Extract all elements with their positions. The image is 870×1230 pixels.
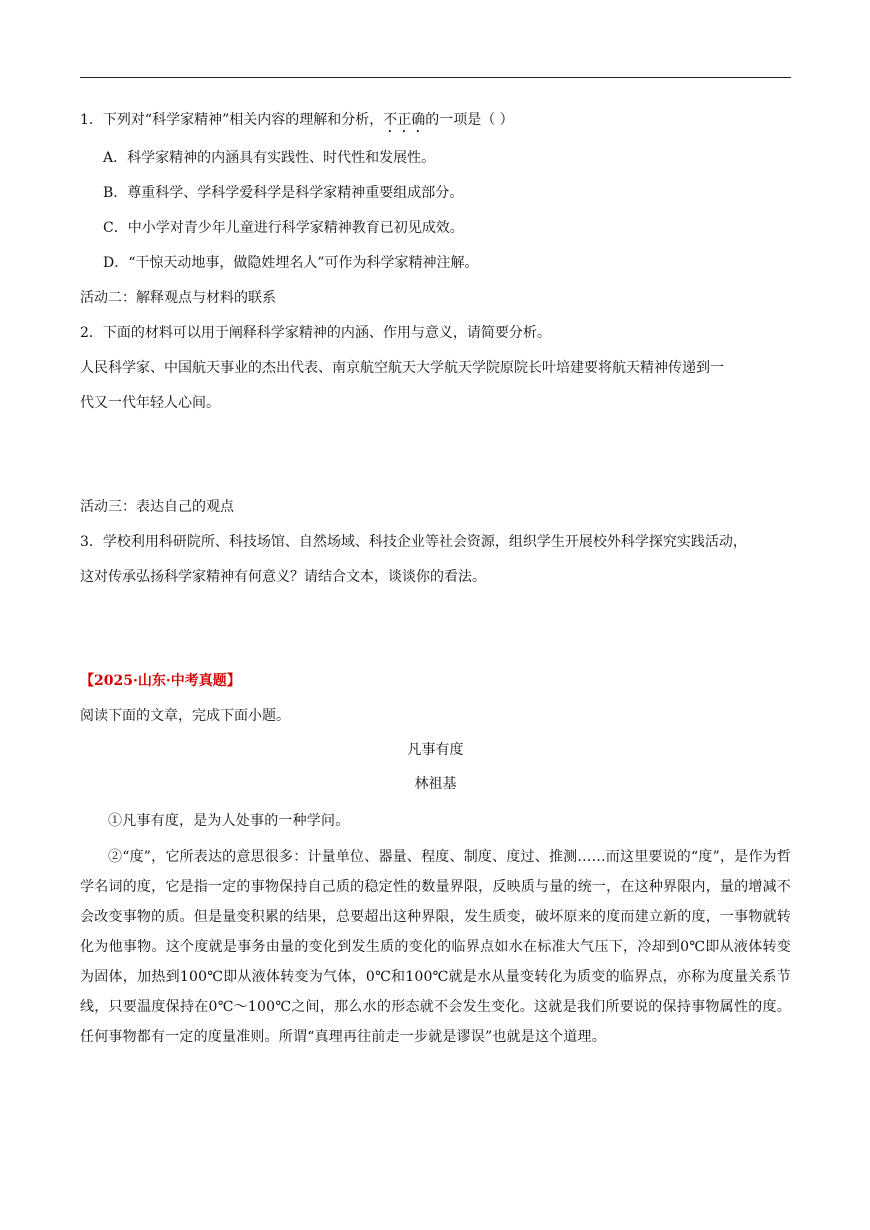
question-2-stem: 2．下面的材料可以用于阐释科学家精神的内涵、作用与意义，请简要分析。 [80, 325, 551, 341]
question-1-emphasis: 不正确 [383, 112, 426, 128]
question-1-option-d: D．“干惊天动地事，做隐姓埋名人”可作为科学家精神注解。 [103, 255, 479, 271]
activity-3-heading: 活动三：表达自己的观点 [80, 499, 234, 515]
question-1-stem-after: 的一项是（ ） [425, 112, 514, 128]
question-2-material-line-2: 代又一代年轻人心间。 [80, 395, 220, 411]
article-author: 林祖基 [414, 776, 457, 792]
question-1-stem [80, 110, 514, 136]
header-divider [80, 77, 791, 78]
exam-source-tag: 【2025·山东·中考真题】 [80, 673, 241, 689]
question-2-material-line-1: 人民科学家、中国航天事业的杰出代表、南京航空航天大学航天学院原院长叶培建要将航天精神传递到一 [80, 360, 724, 376]
question-1-option-a: A．科学家精神的内涵具有实践性、时代性和发展性。 [103, 150, 436, 166]
question-1-option-b: B．尊重科学、学科学爱科学是科学家精神重要组成部分。 [103, 185, 464, 201]
question-1-option-c: C．中小学对青少年儿童进行科学家精神教育已初见成效。 [103, 220, 464, 236]
article-title: 凡事有度 [407, 742, 464, 758]
article-paragraph-1: ①凡事有度，是为人处事的一种学问。 [108, 813, 350, 829]
question-3-line-2: 这对传承弘扬科学家精神有何意义？请结合文本，谈谈你的看法。 [80, 569, 486, 585]
article-paragraph-2: ②“度”，它所表达的意思很多：计量单位、器量、程度、制度、度过、推测……而这里要说的“度”，是作为哲学名词的度，它是指一定的事物保持自己质的稳定性的数量界限，反映质与量的统一，在这种界限内，量的增减不会改变事物的质。但是量变积累的结果，总要超出这种界限，发生质变，破坏原来的度而建立新的度，一事物就转化为他事物。这个度就是事务由量的变化到发生质的变化的临界点如水在标准大气压下，冷却到0℃即从液体转变为固体，加热到100℃即从液体转变为气体，0℃和100℃就是水从量变转化为质变的临界点，亦称为度量关系节线，只要温度保持在0℃～100℃之间，那么水的形态就不会发生变化。这就是我们所要说的保持事物属性的度。任何事物都有一定的度量准则。所谓“真理再往前走一步就是谬误”也就是这个道理。 [80, 849, 791, 1045]
reading-instruction: 阅读下面的文章，完成下面小题。 [80, 708, 290, 724]
question-1-stem-before: 1．下列对“科学家精神”相关内容的理解和分析， [80, 112, 384, 128]
activity-2-heading: 活动二：解释观点与材料的联系 [80, 290, 276, 306]
question-3-line-1: 3．学校利用科研院所、科技场馆、自然场域、科技企业等社会资源，组织学生开展校外科学探究实践活动， [80, 534, 747, 550]
